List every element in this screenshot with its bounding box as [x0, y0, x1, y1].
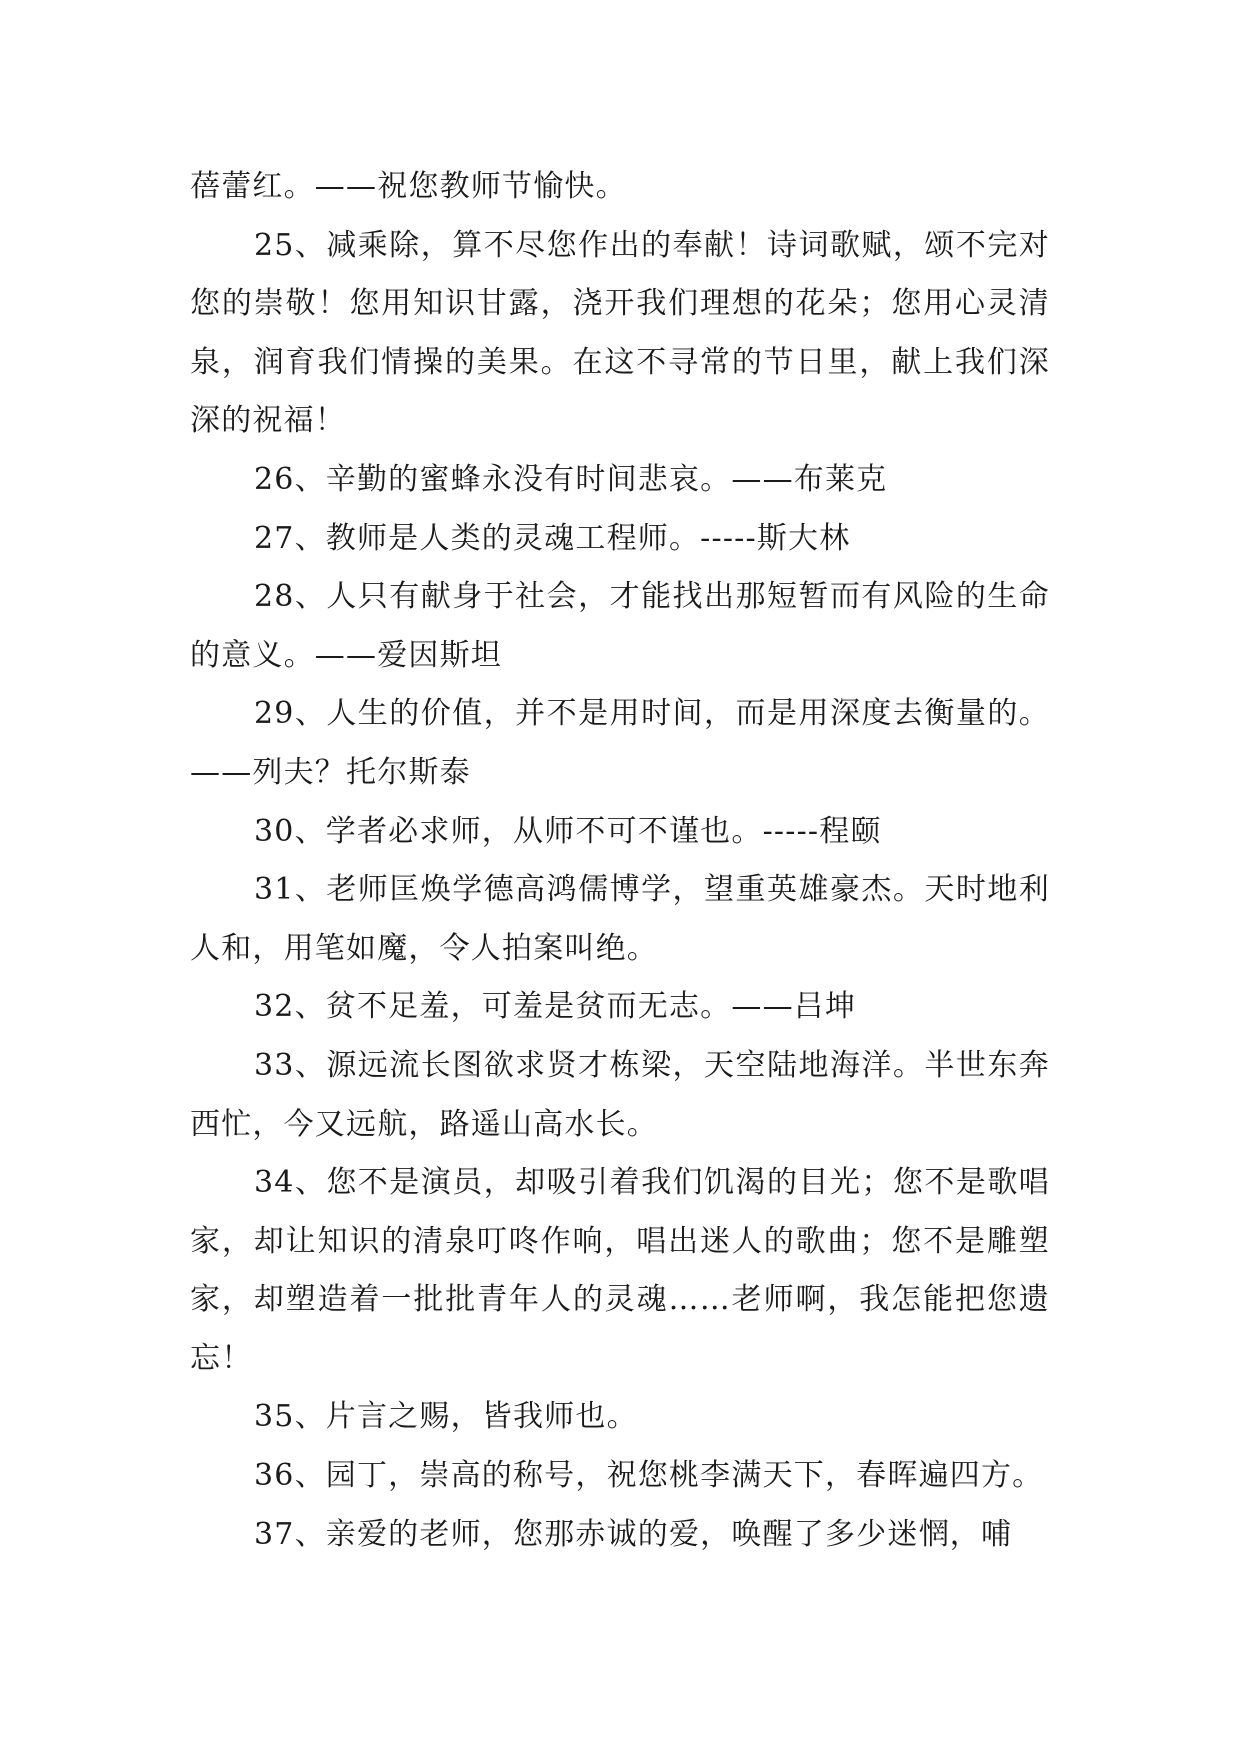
paragraph-37: 37、亲爱的老师，您那赤诚的爱，唤醒了多少迷惘，哺: [254, 1516, 1013, 1552]
paragraph-33: 33、源远流长图欲求贤才栋梁，天空陆地海洋。半世东奔西忙，今又远航，路遥山高水长。: [190, 1047, 1050, 1142]
paragraph-27: 27、教师是人类的灵魂工程师。-----斯大林: [254, 520, 851, 556]
paragraph-34: 34、您不是演员，却吸引着我们饥渴的目光；您不是歌唱家，却让知识的清泉叮咚作响，唱出迷人的歌曲；您不是雕塑家，却塑造着一批批青年人的灵魂……老师啊，我怎能把您遗忘！: [190, 1165, 1050, 1376]
paragraph-31: 31、老师匡焕学德高鸿儒博学，望重英雄豪杰。天时地利人和，用笔如魔，令人拍案叫绝。: [190, 872, 1050, 966]
paragraph-25: 25、减乘除，算不尽您作出的奉献！诗词歌赋，颂不完对您的崇敬！您用知识甘露，浇开我们理想的花朵；您用心灵清泉，润育我们情操的美果。在这不寻常的节日里，献上我们深深的祝福！: [190, 227, 1050, 439]
paragraph-28: 28、人只有献身于社会，才能找出那短暂而有风险的生命的意义。——爱因斯坦: [190, 579, 1050, 673]
paragraph-continuation: 蓓蕾红。——祝您教师节愉快。: [190, 169, 627, 204]
document-body: [190, 158, 1050, 1564]
paragraph-32: 32、贫不足羞，可羞是贫而无志。——吕坤: [254, 989, 857, 1025]
paragraph-36: 36、园丁，崇高的称号，祝您桃李满天下，春晖遍四方。: [254, 1458, 1044, 1494]
paragraph-26: 26、辛勤的蜜蜂永没有时间悲哀。——布莱克: [254, 461, 888, 497]
paragraph-35: 35、片言之赐，皆我师也。: [254, 1399, 638, 1435]
paragraph-29: 29、人生的价值，并不是用时间，而是用深度去衡量的。——列夫？托尔斯泰: [190, 696, 1050, 790]
paragraph-30: 30、学者必求师，从师不可不谨也。-----程颐: [254, 813, 882, 849]
